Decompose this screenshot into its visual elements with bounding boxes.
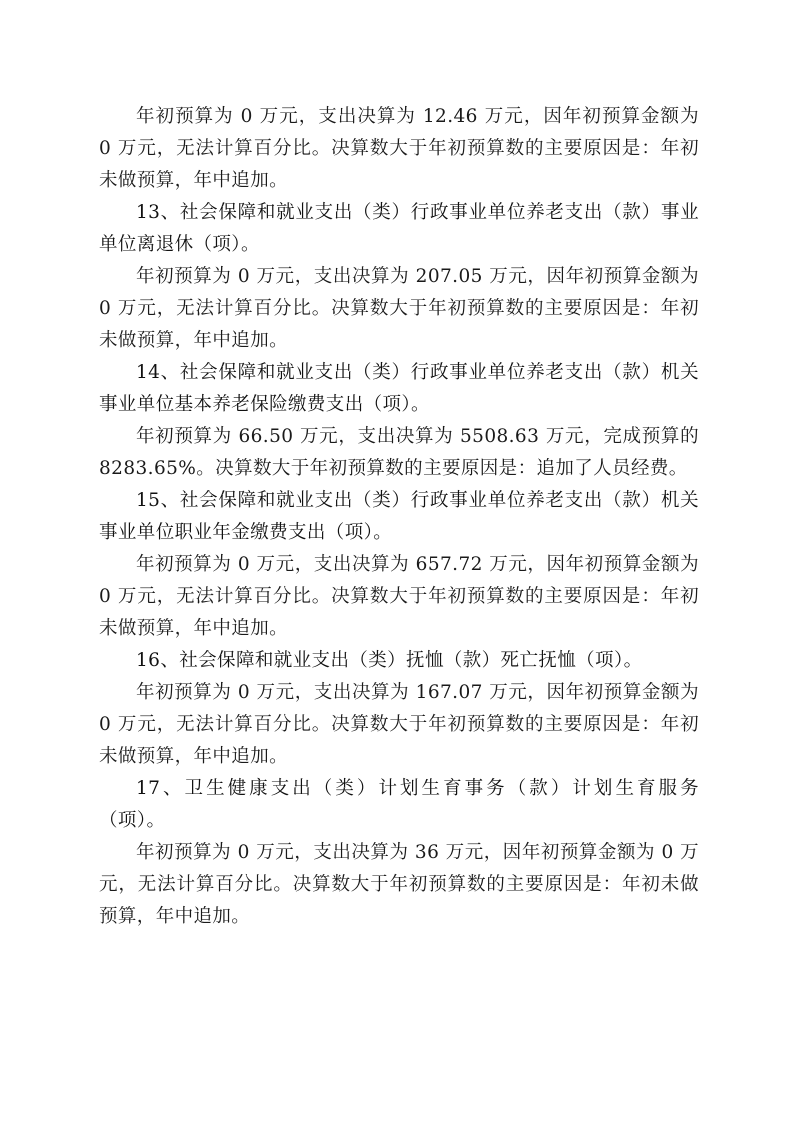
- budget-note-paragraph: 年初预算为 0 万元，支出决算为 167.07 万元，因年初预算金额为 0 万元，无法计算百分比。决算数大于年初预算数的主要原因是：年初未做预算，年中追加。: [99, 682, 699, 767]
- budget-note-paragraph: 年初预算为 0 万元，支出决算为 207.05 万元，因年初预算金额为 0 万元，无法计算百分比。决算数大于年初预算数的主要原因是：年初未做预算，年中追加。: [99, 266, 699, 351]
- item-heading-17: 17、卫生健康支出（类）计划生育事务（款）计划生育服务（项）。: [99, 778, 699, 831]
- budget-note-paragraph: 年初预算为 66.50 万元，支出决算为 5508.63 万元，完成预算的8283.65%。决算数大于年初预算数的主要原因是：追加了人员经费。: [99, 426, 699, 479]
- item-heading-16: 16、社会保障和就业支出（类）抚恤（款）死亡抚恤（项）。: [136, 650, 643, 671]
- document-body: [99, 101, 699, 933]
- budget-note-paragraph: 年初预算为 0 万元，支出决算为 12.46 万元，因年初预算金额为 0 万元，无法计算百分比。决算数大于年初预算数的主要原因是：年初未做预算，年中追加。: [99, 106, 699, 191]
- item-heading-13: 13、社会保障和就业支出（类）行政事业单位养老支出（款）事业单位离退休（项）。: [99, 202, 699, 255]
- item-heading-14: 14、社会保障和就业支出（类）行政事业单位养老支出（款）机关事业单位基本养老保险缴费支出（项）。: [99, 362, 699, 415]
- item-heading-15: 15、社会保障和就业支出（类）行政事业单位养老支出（款）机关事业单位职业年金缴费支出（项）。: [99, 490, 699, 543]
- budget-note-paragraph: 年初预算为 0 万元，支出决算为 36 万元，因年初预算金额为 0 万元，无法计算百分比。决算数大于年初预算数的主要原因是：年初未做预算，年中追加。: [99, 842, 699, 927]
- budget-note-paragraph: 年初预算为 0 万元，支出决算为 657.72 万元，因年初预算金额为 0 万元，无法计算百分比。决算数大于年初预算数的主要原因是：年初未做预算，年中追加。: [99, 554, 699, 639]
